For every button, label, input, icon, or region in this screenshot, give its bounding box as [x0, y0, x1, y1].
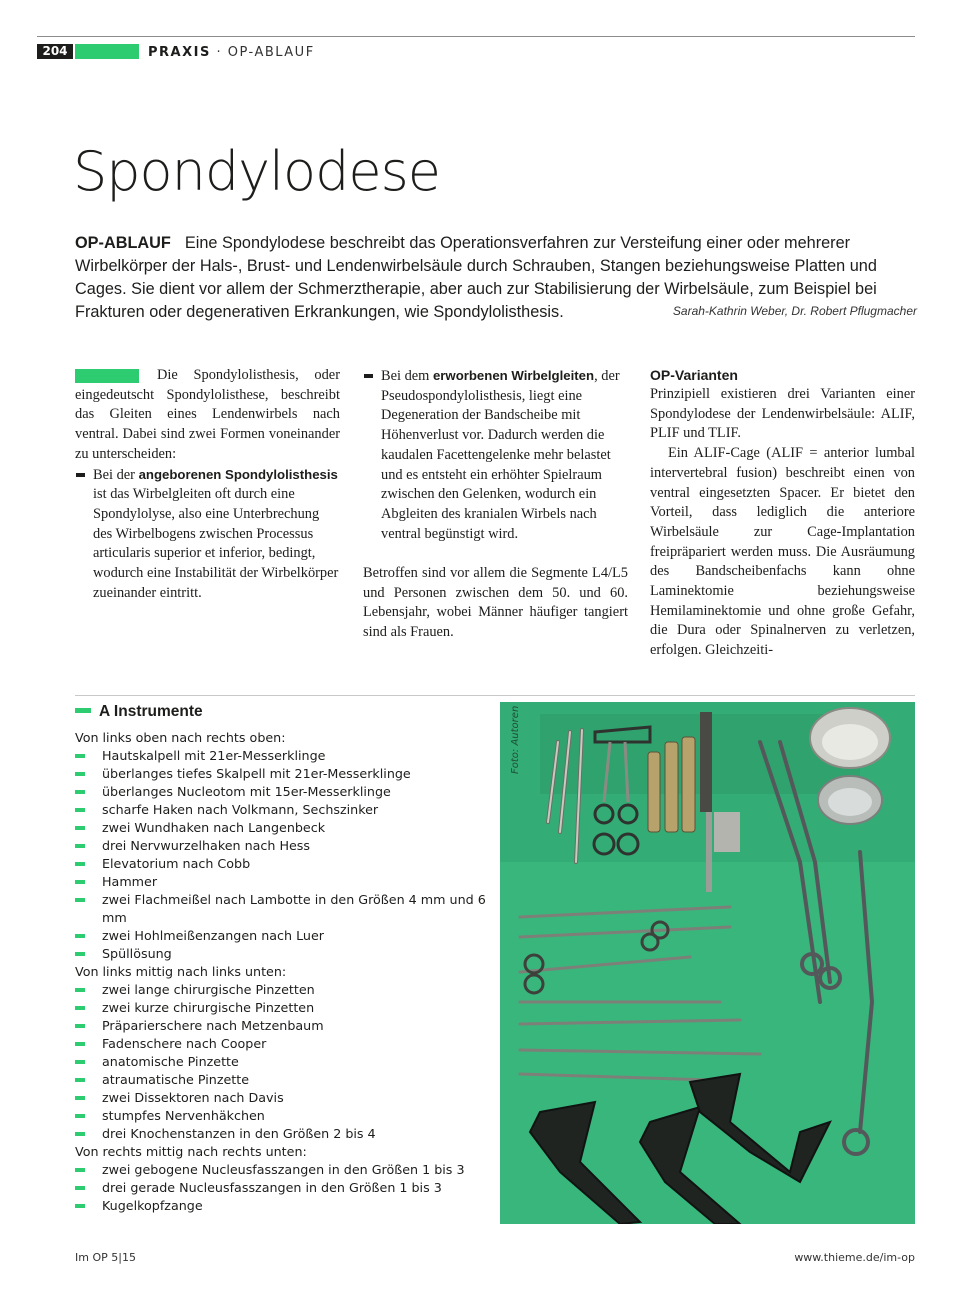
- instruments-list: [75, 729, 495, 1215]
- text-column-1: [75, 366, 340, 603]
- instrument-item: drei gerade Nucleusfasszangen in den Größen 1 bis 3: [75, 1179, 495, 1197]
- article-title: Spondylodese: [73, 140, 440, 203]
- instrument-item: Präparierschere nach Metzenbaum: [75, 1017, 495, 1035]
- section-divider: [75, 695, 915, 696]
- photo-credit: Foto: Autoren: [510, 705, 521, 774]
- instrument-item: zwei Hohlmeißenzangen nach Luer: [75, 927, 495, 945]
- authors: Sarah-Kathrin Weber, Dr. Robert Pflugmacher: [672, 304, 917, 318]
- subsection-label: OP-ABLAUF: [227, 45, 315, 60]
- instrument-item: überlanges tiefes Skalpell mit 21er-Messerklinge: [75, 765, 495, 783]
- footer-website[interactable]: www.thieme.de/im-op: [794, 1251, 915, 1264]
- instruments-illustration: [500, 702, 915, 1224]
- instrument-item: drei Nervwurzelhaken nach Hess: [75, 837, 495, 855]
- col3-paragraph-2: Ein ALIF-Cage (ALIF = anterior lumbal intervertebral fusion) beschreibt einen von ventral eingesetzten Spacer. Er bietet den Vorteil, dass lediglich die anteriore Wirbelsäule zur Cage-Implantation freipräpariert werden muss. Die Ausräumung des Bandscheibenfachs kann ohne Laminektomie beziehungsweise Hemilaminektomie und ohne große Gefahr, die Dura oder Spinalnerven zu verletzen, erfolgen. Gleichzeiti-: [650, 445, 915, 659]
- instrument-item: zwei lange chirurgische Pinzetten: [75, 981, 495, 999]
- instrument-item: drei Knochenstanzen in den Größen 2 bis 4: [75, 1125, 495, 1143]
- section-separator: ·: [216, 45, 223, 60]
- bullet-bold-term: erworbenen Wirbelgleiten: [432, 368, 595, 383]
- instruments-photo: [500, 702, 915, 1224]
- page-number: 204: [37, 44, 73, 59]
- bullet-post: ist das Wirbelgleiten oft durch eine Spondylolyse, also eine Unterbrechung des Wirbelbogens zwischen Processus articularis superior et inferior, bedingt, wodurch eine Instabilität der Wirbelkörper zueinander eintritt.: [93, 486, 339, 601]
- top-rule: [37, 36, 915, 37]
- instrument-group-list: [75, 981, 495, 1143]
- instrument-group-label: Von rechts mittig nach rechts unten:: [75, 1144, 307, 1159]
- list-item: [75, 465, 340, 604]
- header-accent-bar: [75, 44, 139, 59]
- col1-list: [75, 465, 340, 604]
- instrument-item: überlanges Nucleotom mit 15er-Messerklinge: [75, 783, 495, 801]
- instrument-item: Hammer: [75, 873, 495, 891]
- bullet-pre: Bei der: [93, 466, 139, 483]
- instrument-group-label: Von links oben nach rechts oben:: [75, 730, 286, 745]
- instrument-item: anatomische Pinzette: [75, 1053, 495, 1071]
- section-label: PRAXIS: [148, 45, 211, 60]
- instrument-item: zwei kurze chirurgische Pinzetten: [75, 999, 495, 1017]
- instrument-item: zwei Wundhaken nach Langenbeck: [75, 819, 495, 837]
- col2-paragraph: Betroffen sind vor allem die Segmente L4/L5 und Personen zwischen dem 50. und 60. Lebensjahr, wobei Männer häufiger tangiert sind als Frauen.: [363, 565, 628, 641]
- lead-paragraph: [75, 232, 917, 324]
- bullet-post: , der Pseudospondylolisthesis, liegt eine Degeneration der Bandscheibe mit Höhenverlust vor. Dadurch werden die kaudalen Facettengelenke mehr belastet und es entsteht ein erhöhter Spielraum zwischen den Gelenken, wodurch ein Abgleiten des kranialen Wirbels nach ventral begünstigt wird.: [381, 368, 620, 542]
- instrument-item: Kugelkopfzange: [75, 1197, 495, 1215]
- col1-intro: Die Spondylolisthesis, oder eingedeutscht Spondylolisthese, beschreibt das Gleiten eines Lendenwirbels nach ventral. Dabei sind zwei Formen voneinander zu unterscheiden:: [75, 367, 340, 462]
- instruments-heading: [75, 702, 203, 722]
- col3-heading: OP-Varianten: [650, 367, 738, 383]
- text-column-2: [363, 366, 628, 643]
- section-heading: [148, 44, 315, 61]
- lead-text: Eine Spondylodese beschreibt das Operationsverfahren zur Versteifung einer oder mehrerer Wirbelkörper der Hals-, Brust- und Lendenwirbelsäule durch Schrauben, Stangen beziehungsweise Platten und Cages. Sie dient vor allem der Schmerztherapie, aber auch zur Stabilisierung der Wirbelsäule, zum Beispiel bei Frakturen oder degenerativen Erkrankungen, wie Spondylolisthesis.: [75, 234, 877, 321]
- instrument-item: scharfe Haken nach Volkmann, Sechszinker: [75, 801, 495, 819]
- instrument-group-list: [75, 747, 495, 963]
- instrument-item: zwei Flachmeißel nach Lambotte in den Größen 4 mm und 6 mm: [75, 891, 495, 927]
- col3-paragraph-1: Prinzipiell existieren drei Varianten einer Spondylodese der Lendenwirbelsäule: ALIF, PLIF und TLIF.: [650, 386, 915, 442]
- instrument-item: Fadenschere nach Cooper: [75, 1035, 495, 1053]
- col2-list: [363, 366, 628, 544]
- instrument-item: atraumatische Pinzette: [75, 1071, 495, 1089]
- instrument-item: Elevatorium nach Cobb: [75, 855, 495, 873]
- instrument-group-label: Von links mittig nach links unten:: [75, 964, 287, 979]
- bullet-bold-term: angeborenen Spondylolisthesis: [138, 466, 338, 482]
- instruments-heading-text: A Instrumente: [99, 703, 203, 720]
- instrument-item: stumpfes Nervenhäkchen: [75, 1107, 495, 1125]
- bullet-pre: Bei dem: [381, 368, 433, 384]
- instrument-item: Spüllösung: [75, 945, 495, 963]
- text-column-3: [650, 366, 915, 661]
- instrument-group-list: [75, 1161, 495, 1215]
- heading-accent-dash: [75, 708, 91, 713]
- lead-kicker: OP-ABLAUF: [75, 234, 171, 252]
- instrument-item: zwei Dissektoren nach Davis: [75, 1089, 495, 1107]
- instrument-item: Hautskalpell mit 21er-Messerklinge: [75, 747, 495, 765]
- list-item: [363, 366, 628, 544]
- footer-issue: Im OP 5|15: [75, 1251, 136, 1264]
- instrument-item: zwei gebogene Nucleusfasszangen in den Größen 1 bis 3: [75, 1161, 495, 1179]
